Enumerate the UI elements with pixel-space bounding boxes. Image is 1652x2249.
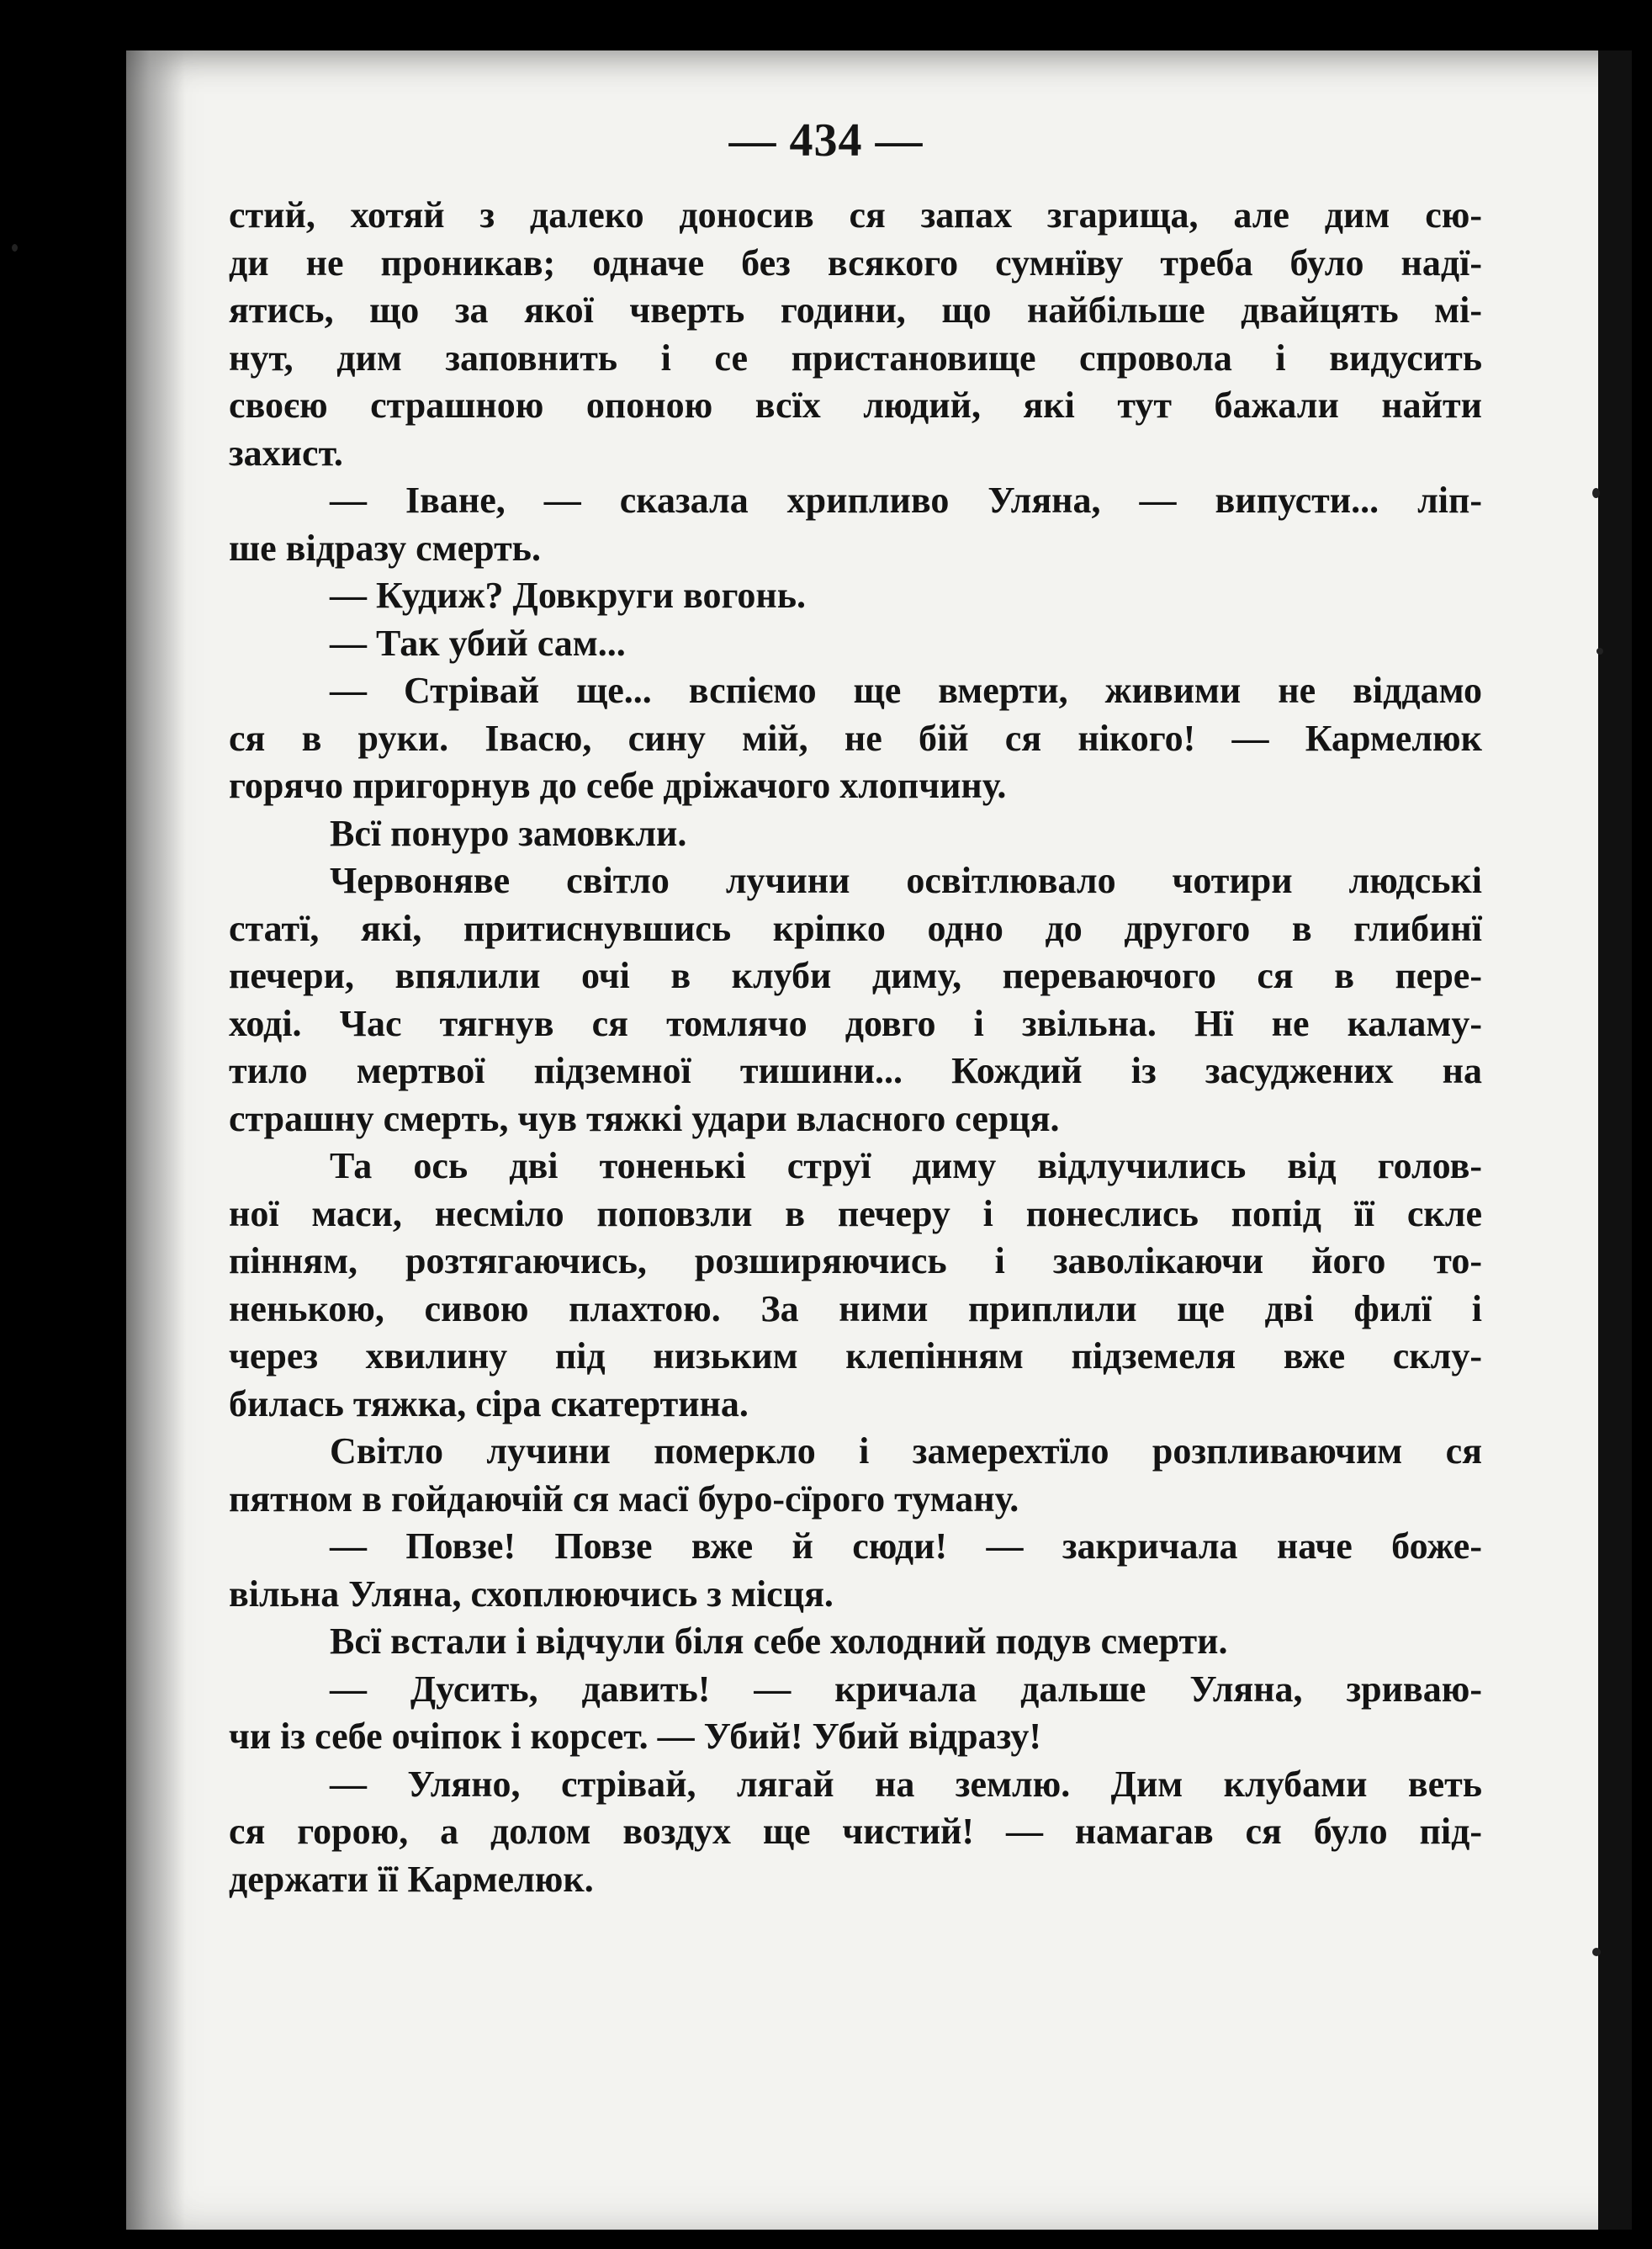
text-line: стий, хотяй з далеко доносив ся запах згарища, але дим сю-: [229, 194, 1482, 236]
text-line: через хвилину під низьким клепінням підземеля вже склу-: [229, 1335, 1482, 1376]
page-binding-shadow: [126, 50, 185, 2230]
text-line: страшну смерть, чув тяжкі удари власного серця.: [229, 1097, 1060, 1139]
text-line: — Повзе! Повзе вже й сюди! — закричала наче боже-: [330, 1525, 1482, 1567]
text-line: ся в руки. Івасю, сину мій, не бій ся нікого! — Кармелюк: [229, 717, 1482, 759]
page-right-edge: [1598, 50, 1632, 2230]
text-line: статї, які, притиснувшись кріпко одно до другого в глибинї: [229, 907, 1482, 949]
text-line: тило мертвої підземної тишини... Кождий із засуджених на: [229, 1050, 1482, 1091]
text-line: печери, впялили очі в клуби диму, переваючого ся в пере-: [229, 955, 1482, 996]
scan-speck: [12, 244, 18, 252]
text-line: ненькою, сивою плахтою. За ними приплили ще дві филї і: [229, 1287, 1482, 1329]
text-line: — Стрівай ще... вспіємо ще вмерти, живими не віддамо: [330, 670, 1482, 711]
text-line: чи із себе очіпок і корсет. — Убий! Убий відразу!: [229, 1716, 1042, 1757]
text-line: ше відразу смерть.: [229, 527, 541, 569]
text-line: Червоняве світло лучини освітлювало чотири людські: [330, 860, 1482, 901]
text-line: Всї понуро замовкли.: [330, 812, 687, 854]
text-line: Всї встали і відчули біля себе холодний подув смерти.: [330, 1620, 1228, 1662]
scan-speck: [1596, 648, 1603, 655]
text-line: ної маси, несміло поповзли в печеру і понеслись попід її скле: [229, 1192, 1482, 1234]
text-line: горячо пригорнув до себе дріжачого хлопчину.: [229, 765, 1007, 806]
text-line: захист.: [229, 432, 343, 474]
text-line: нут, дим заповнить і се пристановище спровола і видусить: [229, 337, 1482, 379]
text-line: — Дусить, давить! — кричала дальше Уляна, зриваю-: [330, 1668, 1482, 1710]
text-line: своєю страшною опоною всїх людий, які тут бажали найти: [229, 385, 1482, 426]
text-line: — Кудиж? Довкруги вогонь.: [330, 575, 807, 616]
page-number: — 434 —: [728, 114, 924, 167]
text-line: держати її Кармелюк.: [229, 1858, 594, 1900]
text-line: билась тяжка, сіра скатертина.: [229, 1382, 749, 1424]
text-line: пінням, розтягаючись, розширяючись і заволікаючи його то-: [229, 1240, 1482, 1281]
text-line: вільна Уляна, схоплюючись з місця.: [229, 1573, 834, 1615]
text-line: Та ось дві тоненькі струї диму відлучились від голов-: [330, 1145, 1482, 1186]
text-line: пятном в гойдаючій ся масї буро-сїрого туману.: [229, 1477, 1019, 1520]
scan-speck: [1592, 1948, 1601, 1956]
text-line: ятись, що за якої чверть години, що найбільше двайцять мі-: [229, 289, 1482, 331]
text-line: ди не проникав; одначе без всякого сумнїву треба було надї-: [229, 241, 1482, 284]
text-line: ході. Час тягнув ся томлячо довго і звільна. Нї не каламу-: [229, 1002, 1482, 1044]
text-line: — Іване, — сказала хрипливо Уляна, — випусти... ліп-: [330, 480, 1482, 521]
scan-speck: [1592, 488, 1600, 498]
text-line: — Так убий сам...: [330, 622, 626, 664]
text-line: — Уляно, стрівай, лягай на землю. Дим клубами веть: [330, 1763, 1482, 1805]
page-body-text: [229, 192, 1482, 1903]
text-line: Світло лучини померкло і замерехтїло розпливаючим ся: [330, 1430, 1482, 1472]
text-line: ся горою, а долом воздух ще чистий! — намагав ся було під-: [229, 1811, 1482, 1852]
